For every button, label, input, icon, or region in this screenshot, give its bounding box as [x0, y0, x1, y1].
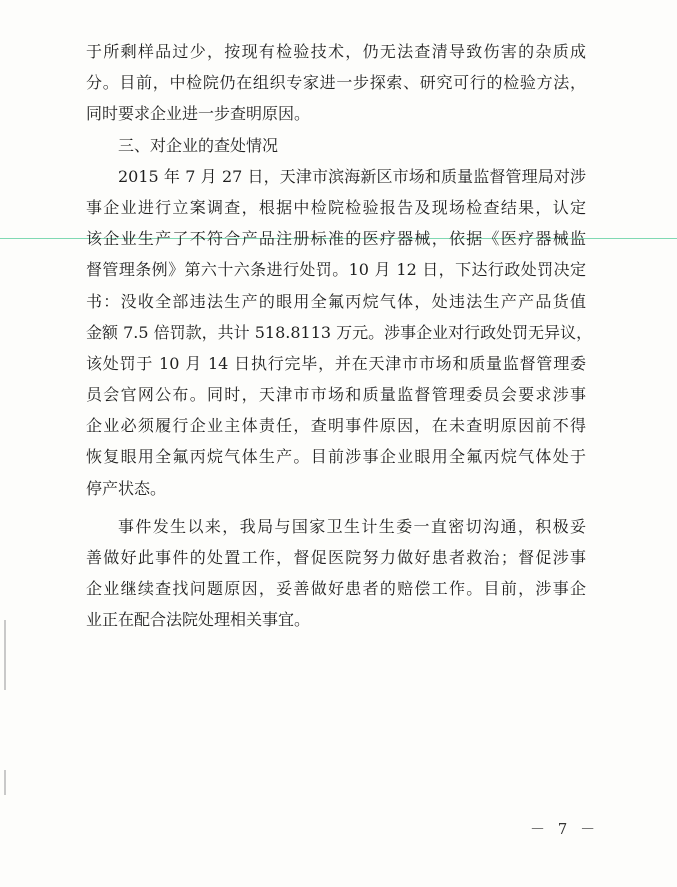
text-line: 同时要求企业进一步查明原因。 — [86, 104, 311, 124]
text-line: 于所剩样品过少，按现有检验技术，仍无法查清导致伤害的杂质成 — [86, 42, 586, 61]
body-text — [86, 36, 593, 636]
text-line: 督管理条例》第六十六条进行处罚。10 月 12 日，下达行政处罚决定 — [86, 260, 586, 280]
scan-edge-mark — [4, 620, 6, 690]
text-line: 事件发生以来，我局与国家卫生计生委一直密切沟通，积极妥 — [118, 516, 586, 536]
text-line: 员会官网公布。同时，天津市市场和质量监督管理委员会要求涉事 — [86, 385, 586, 405]
text-line: 业正在配合法院处理相关事宜。 — [86, 610, 311, 630]
paragraph-enforcement — [86, 161, 593, 504]
text-line: 企业继续查找问题原因，妥善做好患者的赔偿工作。目前，涉事企 — [86, 579, 586, 599]
text-line: 停产状态。 — [86, 478, 167, 498]
scan-edge-mark — [4, 770, 6, 795]
text-line: 恢复眼用全氟丙烷气体生产。目前涉事企业眼用全氟丙烷气体处于 — [86, 447, 586, 467]
page-number: － 7 － — [530, 820, 600, 838]
text-line: 企业必须履行企业主体责任，查明事件原因，在未查明原因前不得 — [86, 416, 586, 436]
paragraph-gap — [86, 504, 586, 511]
paragraph-follow-up — [86, 511, 586, 636]
text-line: 分。目前，中检院仍在组织专家进一步探索、研究可行的检验方法， — [86, 73, 586, 93]
text-line: 该企业生产了不符合产品注册标准的医疗器械，依据《医疗器械监 — [86, 229, 586, 249]
text-line: 善做好此事件的处置工作，督促医院努力做好患者救治；督促涉事 — [86, 548, 586, 567]
section-heading: 三、对企业的查处情况 — [118, 135, 279, 155]
text-line: 书：没收全部违法生产的眼用全氟丙烷气体，处违法生产产品货值 — [86, 291, 586, 311]
text-line: 2015 年 7 月 27 日，天津市滨海新区市场和质量监督管理局对涉 — [118, 166, 586, 186]
text-line: 事企业进行立案调查，根据中检院检验报告及现场检查结果，认定 — [86, 197, 586, 217]
text-line: 该处罚于 10 月 14 日执行完毕，并在天津市市场和质量监督管理委 — [86, 353, 586, 373]
text-line: 金额 7.5 倍罚款，共计 518.8113 万元。涉事企业对行政处罚无异议， — [86, 322, 593, 342]
paragraph-continuation — [86, 36, 586, 130]
